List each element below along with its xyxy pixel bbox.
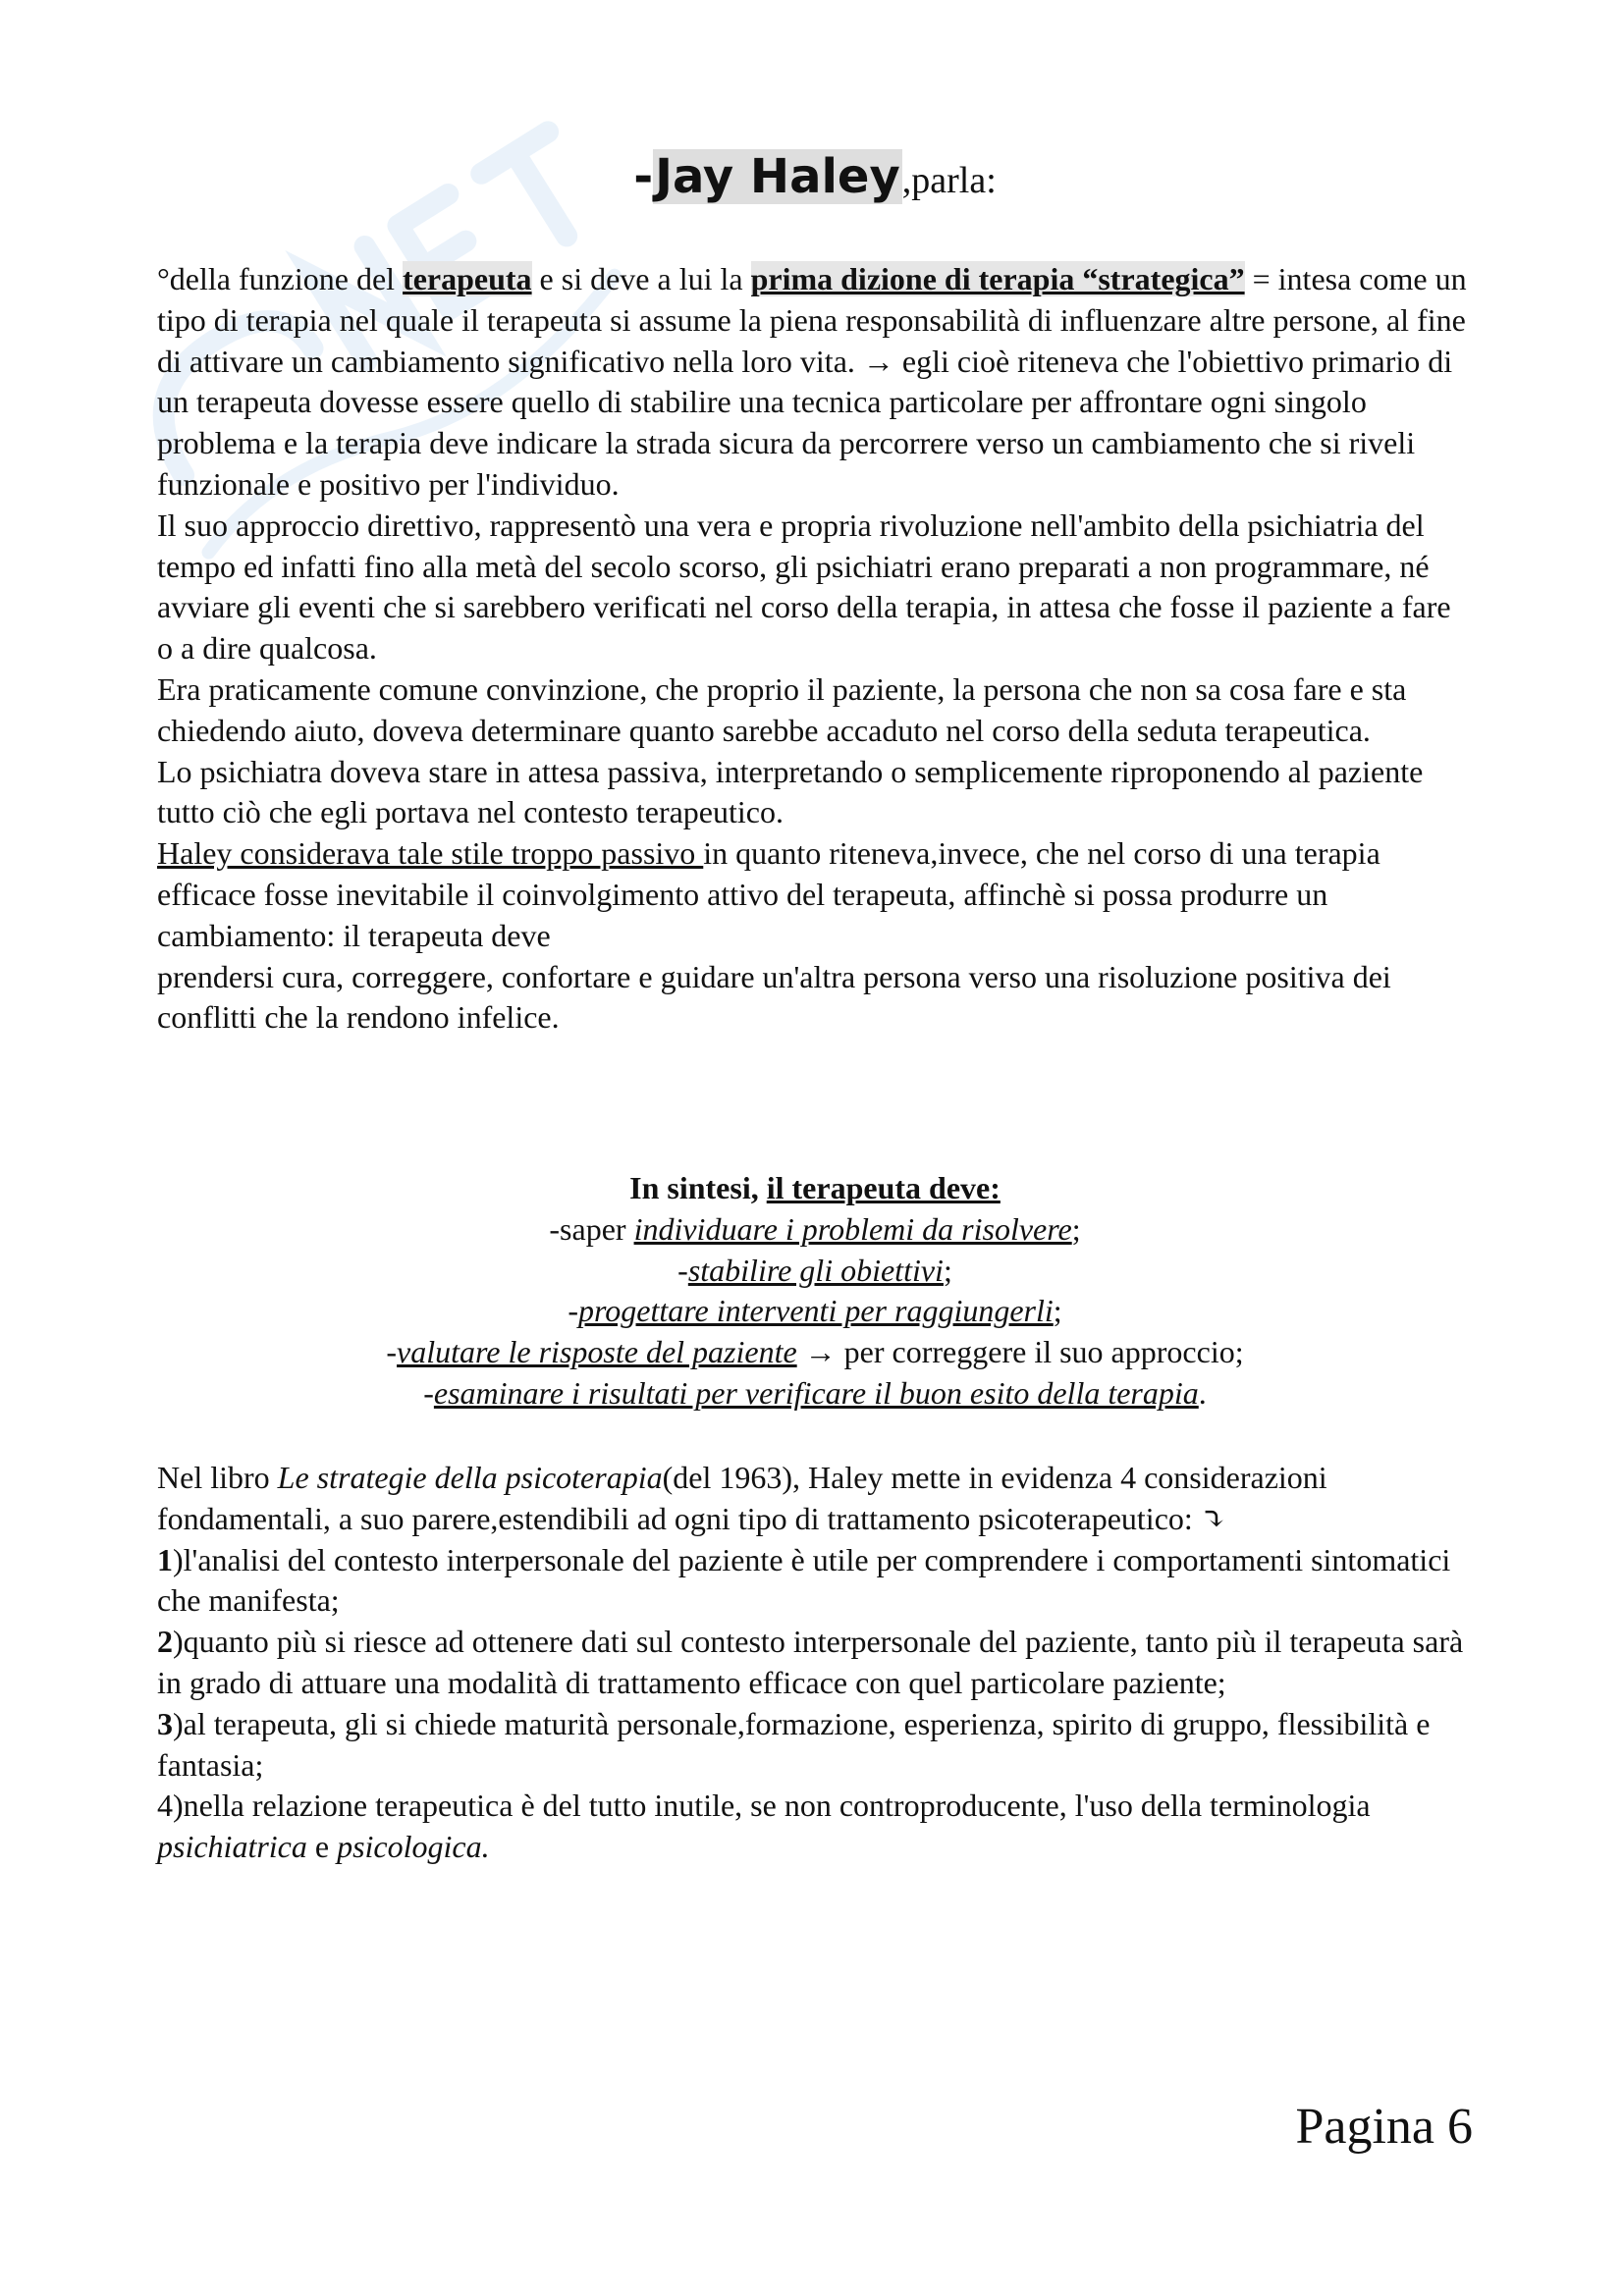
text-run: .	[1198, 1374, 1207, 1411]
paragraph: Lo psichiatra doveva stare in attesa passiva, interpretando o semplicemente riproponendo al paziente tutto ciò che egli portava nel contesto terapeutico.	[157, 753, 1424, 830]
text-run: e si deve a lui la	[531, 261, 751, 296]
text-run: ;	[1071, 1210, 1081, 1247]
text-run: -saper	[549, 1210, 634, 1247]
book-section	[157, 1458, 1473, 1868]
italic-text: psicologica.	[337, 1829, 490, 1865]
paragraph	[157, 1458, 1473, 1540]
paragraph: Il suo approccio direttivo, rappresentò una vera e propria rivoluzione nell'ambito della psichiatria del tempo ed infatti fino alla metà del secolo scorso, gli psichiatri erano preparati a non programmare, né avviare gli eventi che si sarebbero verificati nel corso della terapia, in attesa che fosse il paziente a fare o a dire qualcosa.	[157, 507, 1451, 667]
summary-item	[157, 1291, 1473, 1332]
list-item	[157, 1540, 1473, 1623]
text-run: (del 1963), Haley mette in evidenza 4 considerazioni fondamentali, a suo parere,estendibili ad ogni tipo di trattamento psicoterapeutico: ⤵	[157, 1460, 1327, 1536]
text-run: → per correggere il suo approccio;	[796, 1334, 1244, 1370]
paragraph	[157, 259, 1473, 506]
text-run: °della funzione del	[157, 261, 404, 296]
point-text: )al terapeuta, gli si chiede maturità personale,formazione, esperienza, spirito di gruppo, flessibilità e fantasia;	[157, 1705, 1431, 1783]
text-run: -	[677, 1252, 688, 1288]
title-suffix: ,parla:	[901, 160, 997, 201]
italic-text: psichiatrica	[157, 1829, 307, 1865]
text-run: In sintesi,	[629, 1170, 767, 1205]
point-text: )l'analisi del contesto interpersonale del paziente è utile per comprendere i comportamenti sintomatici che manifesta;	[157, 1541, 1451, 1619]
underlined-text: il terapeuta deve:	[766, 1170, 1001, 1205]
point-number: 3	[157, 1705, 173, 1741]
intro-section	[157, 259, 1473, 1039]
text-run: ;	[943, 1252, 952, 1288]
list-item	[157, 1622, 1473, 1704]
point-number: 1	[157, 1541, 173, 1577]
text-run: e	[306, 1829, 338, 1865]
italic-underlined-text: stabilire gli obiettivi	[687, 1252, 944, 1288]
paragraph	[157, 833, 1473, 956]
underlined-text: Haley considerava tale stile troppo passivo	[157, 835, 704, 872]
italic-underlined-text: progettare interventi per raggiungerli	[577, 1293, 1054, 1329]
italic-underlined-text: valutare le risposte del paziente	[397, 1334, 797, 1370]
italic-underlined-text: esaminare i risultati per verificare il buon esito della terapia	[433, 1374, 1199, 1411]
text-run: Nel libro	[157, 1460, 278, 1495]
paragraph: Era praticamente comune convinzione, che proprio il paziente, la persona che non sa cosa fare e sta chiedendo aiuto, doveva determinare quanto sarebbe accaduto nel corso della seduta terapeutica.	[157, 670, 1407, 748]
highlight-terapia-strategica: prima dizione di terapia “strategica”	[750, 261, 1245, 296]
summary-heading	[157, 1168, 1473, 1209]
text-run: ;	[1053, 1293, 1062, 1329]
summary-item	[157, 1251, 1473, 1292]
summary-item	[157, 1332, 1473, 1373]
text-run: 4)nella relazione terapeutica è del tutto inutile, se non controproducente, l'uso della terminologia	[157, 1788, 1371, 1824]
book-title: Le strategie della psicoterapia	[277, 1460, 663, 1495]
point-text: )quanto più si riesce ad ottenere dati sul contesto interpersonale del paziente, tanto più il terapeuta sarà in grado di attuare una modalità di trattamento efficace con quel particolare paziente;	[157, 1624, 1464, 1700]
summary-item	[157, 1209, 1473, 1251]
text-run: -	[423, 1374, 434, 1411]
italic-underlined-text: individuare i problemi da risolvere	[633, 1210, 1072, 1247]
text-run: = intesa come un tipo di terapia nel quale il terapeuta si assume la piena responsabilità di influenzare altre persone, al fine di attivare un cambiamento significativo nella loro vita. → egli cioè riteneva che l'obiettivo primario di un terapeuta dovesse essere quello di stabilire una tecnica particolare per affrontare ogni singolo problema e la terapia deve indicare la strada sicura da percorrere verso un cambiamento che si riveli funzionale e positivo per l'individuo.	[157, 261, 1467, 502]
document-page	[157, 0, 1473, 2296]
title-name: Jay Haley	[655, 149, 900, 204]
point-number: 2	[157, 1624, 173, 1660]
text-run: -	[386, 1334, 398, 1370]
page-number: Pagina 6	[1295, 2099, 1473, 2155]
page-title	[157, 147, 1473, 210]
summary-section	[157, 1168, 1473, 1415]
summary-item	[157, 1373, 1473, 1415]
list-item	[157, 1786, 1473, 1868]
highlight-terapeuta: terapeuta	[403, 261, 532, 296]
text-run: -	[568, 1293, 578, 1329]
paragraph: prendersi cura, correggere, confortare e guidare un'altra persona verso una risoluzione positiva dei conflitti che la rendono infelice.	[157, 958, 1391, 1036]
list-item	[157, 1704, 1473, 1787]
title-dash: -	[633, 149, 654, 204]
text-run: in quanto riteneva,invece, che nel corso di una terapia efficace fosse inevitabile il coinvolgimento attivo del terapeuta, affinchè si possa produrre un cambiamento: il terapeuta deve	[157, 835, 1380, 953]
